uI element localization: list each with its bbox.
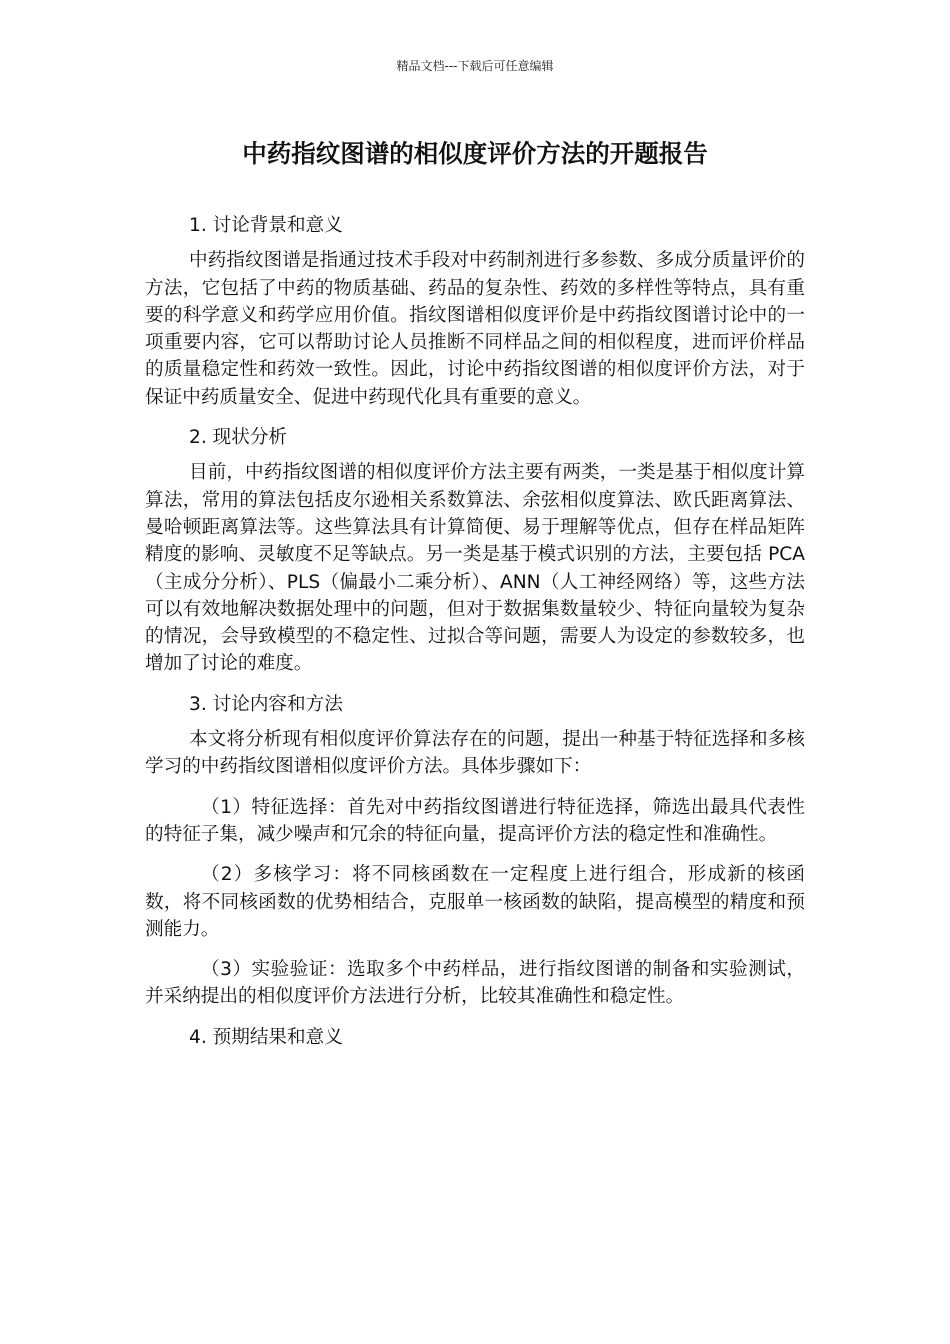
section-heading-status: 2. 现状分析 — [189, 427, 288, 449]
paragraph-status: 目前，中药指纹图谱的相似度评价方法主要有两类，一类是基于相似度计算算法，常用的算法包括皮尔逊相关系数算法、余弦相似度算法、欧氏距离算法、曼哈顿距离算法等。这些算法具有计算简便、易于理解等优点，但存在样品矩阵精度的影响、灵敏度不足等缺点。另一类是基于模式识别的方法，主要包括 PCA（主成分分析）、PLS（偏最小二乘分析）、ANN（人工神经网络）等，这些方法可以有效地解决数据处理中的问题，但对于数据集数量较少、特征向量较为复杂的情况，会导致模型的不稳定性、过拟合等问题，需要人为设定的参数较多，也增加了讨论的难度。 — [145, 462, 805, 675]
method-step-multikernel-learning: （2）多核学习：将不同核函数在一定程度上进行组合，形成新的核函数，将不同核函数的优势相结合，克服单一核函数的缺陷，提高模型的精度和预测能力。 — [145, 864, 805, 940]
document-body — [145, 212, 805, 1059]
paragraph-methods-intro: 本文将分析现有相似度评价算法存在的问题，提出一种基于特征选择和多核学习的中药指纹图谱相似度评价方法。具体步骤如下： — [145, 729, 805, 778]
document-title: 中药指纹图谱的相似度评价方法的开题报告 — [242, 139, 708, 168]
paragraph-background: 中药指纹图谱是指通过技术手段对中药制剂进行多参数、多成分质量评价的方法，它包括了中药的物质基础、药品的复杂性、药效的多样性等特点，具有重要的科学意义和药学应用价值。指纹图谱相似度评价是中药指纹图谱讨论中的一项重要内容，它可以帮助讨论人员推断不同样品之间的相似程度，进而评价样品的质量稳定性和药效一致性。因此，讨论中药指纹图谱的相似度评价方法，对于保证中药质量安全、促进中药现代化具有重要的意义。 — [145, 250, 805, 408]
method-step-experiment-validation: （3）实验验证：选取多个中药样品，进行指纹图谱的制备和实验测试，并采纳提出的相似度评价方法进行分析，比较其准确性和稳定性。 — [145, 959, 805, 1008]
section-heading-methods: 3. 讨论内容和方法 — [189, 693, 343, 715]
page-header: 精品文档---下载后可任意编辑 — [396, 59, 554, 73]
method-step-feature-selection: （1）特征选择：首先对中药指纹图谱进行特征选择，筛选出最具代表性的特征子集，减少噪声和冗余的特征向量，提高评价方法的稳定性和准确性。 — [145, 796, 805, 845]
section-heading-expected-results: 4. 预期结果和意义 — [189, 1026, 343, 1048]
section-heading-background: 1. 讨论背景和意义 — [189, 215, 343, 236]
